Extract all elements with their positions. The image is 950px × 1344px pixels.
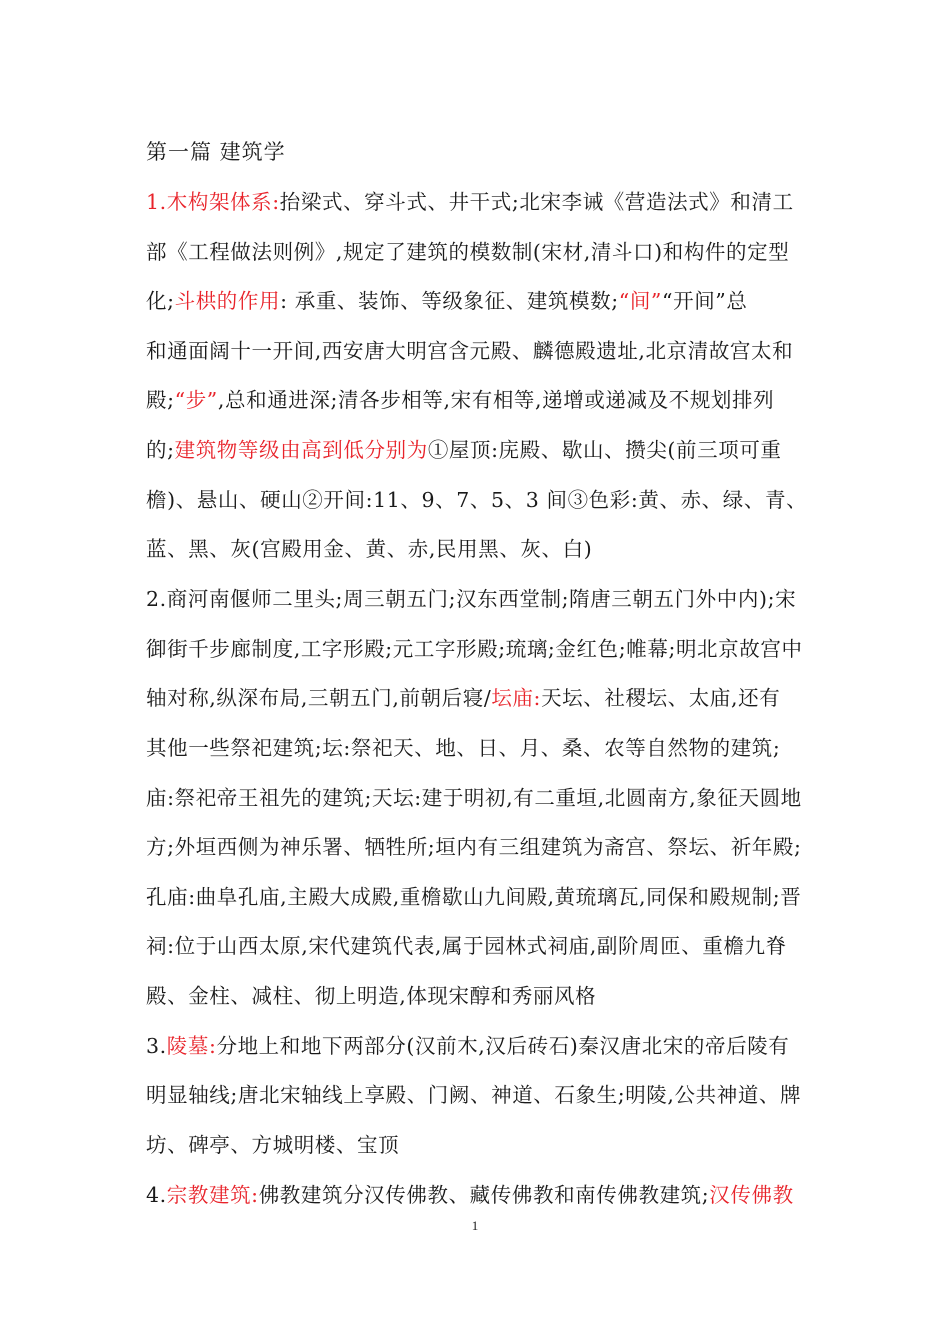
text-line [146,383,810,413]
text-segment: ①屋顶:庑殿、歇山、攒尖(前三项可重 [427,438,782,462]
text-line [146,185,810,215]
highlighted-term: 汉传佛教 [709,1183,794,1207]
text-segment: 孔庙:曲阜孔庙,主殿大成殿,重檐歇山九间殿,黄琉璃瓦,同保和殿规制;晋 [146,885,802,909]
text-line [146,1078,810,1108]
text-segment: 庙:祭祀帝王祖先的建筑;天坛:建于明初,有二重垣,北圆南方,象征天圆地 [146,786,802,810]
text-segment: 殿; [146,388,175,412]
text-line [146,632,810,662]
text-segment: 2.商河南偃师二里头;周三朝五门;汉东西堂制;隋唐三朝五门外中内);宋 [146,587,797,611]
text-line [146,235,810,265]
page-number: 1 [471,1218,479,1233]
text-line [146,334,810,364]
text-segment: 檐)、悬山、硬山②开间:11、9、7、5、3 间③色彩:黄、赤、绿、青、 [146,488,808,512]
text-segment: 部《工程做法则例》,规定了建筑的模数制(宋材,清斗口)和构件的定型 [146,240,790,264]
text-segment: 祠:位于山西太原,宋代建筑代表,属于园林式祠庙,副阶周匝、重檐九脊 [146,934,787,958]
page-title: 第一篇 建筑学 [146,140,286,164]
text-line [146,1029,810,1059]
text-segment: 化; [146,289,175,313]
text-line [146,433,810,463]
highlighted-term: 斗栱的作用 [174,289,281,313]
text-segment: 天坛、社稷坛、太庙,还有 [541,686,781,710]
text-segment: 明显轴线;唐北宋轴线上享殿、门阙、神道、石象生;明陵,公共神道、牌 [146,1083,802,1107]
highlighted-term: 建筑物等级由高到低分别为 [174,438,428,462]
text-line [146,582,810,612]
text-line [146,731,810,761]
highlighted-term: 坛庙: [491,686,542,710]
text-line [146,929,810,959]
text-segment: 3. [146,1034,167,1058]
text-line [146,1178,810,1208]
highlighted-term: “间” [618,289,663,313]
text-segment: 方;外垣西侧为神乐署、牺牲所;垣内有三组建筑为斋宫、祭坛、祈年殿; [146,835,802,859]
text-segment: 坊、碑亭、方城明楼、宝顶 [146,1133,400,1157]
text-line [146,1128,810,1158]
text-segment: 蓝、黑、灰(宫殿用金、黄、赤,民用黑、灰、白) [146,537,593,561]
text-line [146,979,810,1009]
text-line [146,880,810,910]
highlighted-term: “步” [174,388,218,412]
text-segment: 分地上和地下两部分(汉前木,汉后砖石)秦汉唐北宋的帝后陵有 [216,1034,790,1058]
text-line [146,681,810,711]
text-segment: 抬梁式、穿斗式、井干式;北宋李诫《营造法式》和清工 [279,190,794,214]
text-line [146,532,810,562]
text-line [146,284,810,314]
text-line [146,781,810,811]
text-segment: : 承重、装饰、等级象征、建筑模数; [280,289,619,313]
text-segment: 殿、金柱、减柱、彻上明造,体现宋醇和秀丽风格 [146,984,597,1008]
highlighted-term: 陵墓: [166,1034,217,1058]
text-segment: 的; [146,438,175,462]
text-segment: 佛教建筑分汉传佛教、藏传佛教和南传佛教建筑; [258,1183,710,1207]
text-segment: 御街千步廊制度,工字形殿;元工字形殿;琉璃;金红色;帷幕;明北京故宫中 [146,637,803,661]
text-segment: ,总和通进深;清各步相等,宋有相等,递增或递减及不规划排列 [217,388,775,412]
text-segment: 其他一些祭祀建筑;坛:祭祀天、地、日、月、桑、农等自然物的建筑; [146,736,781,760]
highlighted-term: 宗教建筑: [166,1183,259,1207]
text-segment: 和通面阔十一开间,西安唐大明宫含元殿、麟德殿遗址,北京清故宫太和 [146,339,794,363]
text-line [146,483,810,513]
text-segment: 轴对称,纵深布局,三朝五门,前朝后寝/ [146,686,492,710]
text-segment: 4. [146,1183,167,1207]
text-line [146,830,810,860]
highlighted-term: 1.木构架体系: [146,190,280,214]
text-segment: “开间”总 [662,289,748,313]
